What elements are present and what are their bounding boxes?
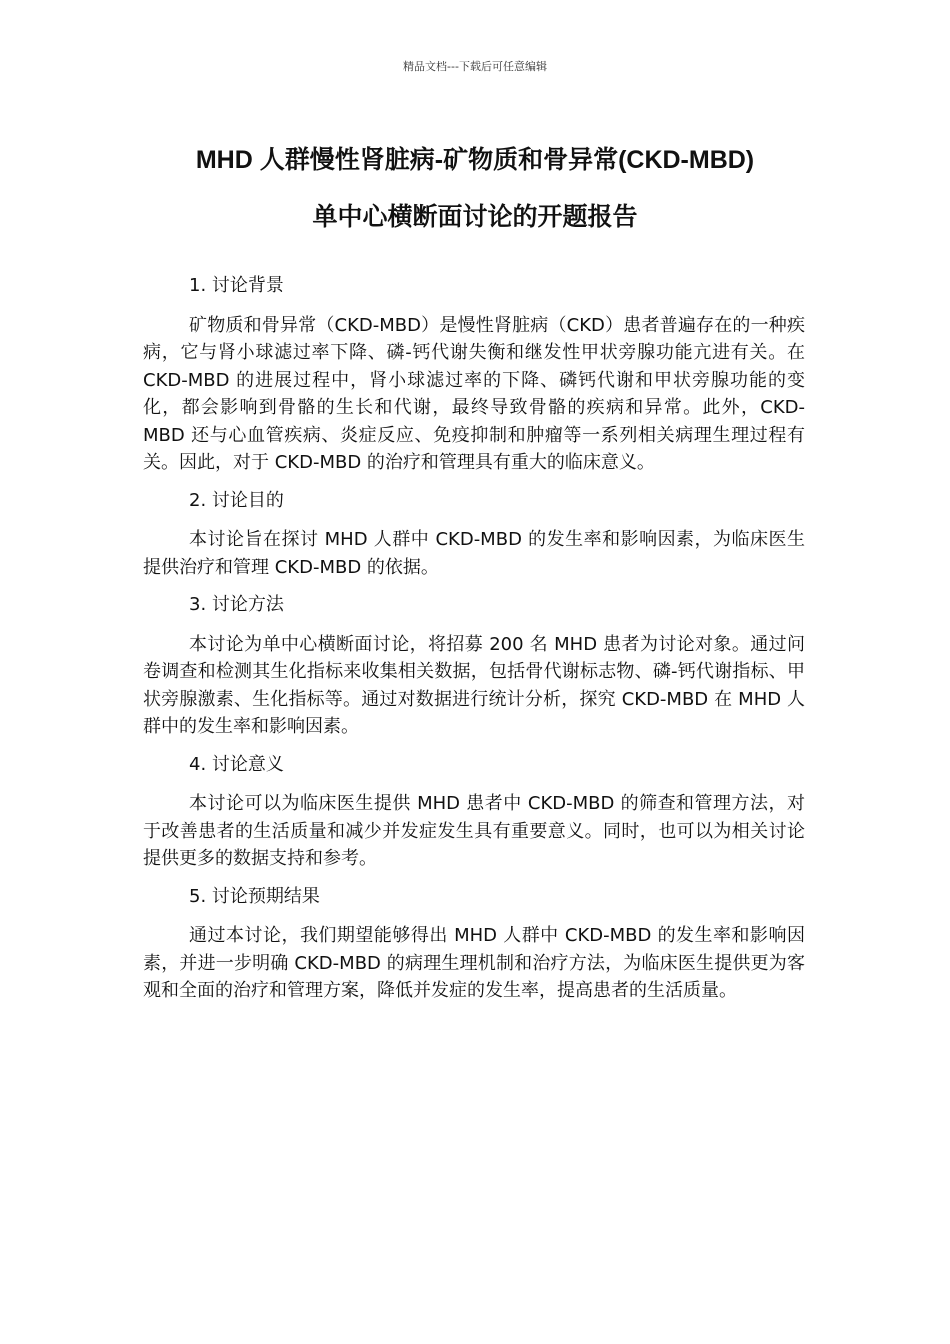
section-heading: 4. 讨论意义 [189,753,284,775]
section-paragraph: 矿物质和骨异常（CKD-MBD）是慢性肾脏病（CKD）患者普遍存在的一种疾病，它与肾小球滤过率下降、磷-钙代谢失衡和继发性甲状旁腺功能亢进有关。在 CKD-MBD 的进展过程中，肾小球滤过率的下降、磷钙代谢和甲状旁腺功能的变化，都会影响到骨骼的生长和代谢，最终导致骨骼的疾病和异常。此外，CKD-MBD 还与心血管疾病、炎症反应、免疫抑制和肿瘤等一系列相关病理生理过程有关。因此，对于 CKD-MBD 的治疗和管理具有重大的临床意义。 [143,314,805,473]
section-paragraph: 本讨论可以为临床医生提供 MHD 患者中 CKD-MBD 的筛查和管理方法，对于改善患者的生活质量和减少并发症发生具有重要意义。同时，也可以为相关讨论提供更多的数据支持和参考。 [143,793,805,869]
document-body [143,272,805,1015]
section-heading: 2. 讨论目的 [189,489,284,511]
section-heading: 3. 讨论方法 [189,594,284,615]
document-title-line-2: 单中心横断面讨论的开题报告 [312,203,638,231]
header-note: 精品文档---下载后可任意编辑 [403,60,547,73]
section-paragraph: 本讨论为单中心横断面讨论，将招募 200 名 MHD 患者为讨论对象。通过问卷调查和检测其生化指标来收集相关数据，包括骨代谢标志物、磷-钙代谢指标、甲状旁腺激素、生化指标等。通过对数据进行统计分析，探究 CKD-MBD 在 MHD 人群中的发生率和影响因素。 [143,633,805,737]
document-title-line-1: MHD 人群慢性肾脏病-矿物质和骨异常(CKD-MBD) [195,146,755,174]
section-paragraph: 通过本讨论，我们期望能够得出 MHD 人群中 CKD-MBD 的发生率和影响因素，并进一步明确 CKD-MBD 的病理生理机制和治疗方法，为临床医生提供更为客观和全面的治疗和管理方案，降低并发症的发生率，提高患者的生活质量。 [143,925,805,1001]
section-heading: 1. 讨论背景 [189,275,284,296]
section-paragraph: 本讨论旨在探讨 MHD 人群中 CKD-MBD 的发生率和影响因素，为临床医生提供治疗和管理 CKD-MBD 的依据。 [143,529,805,578]
section-heading: 5. 讨论预期结果 [189,885,320,907]
